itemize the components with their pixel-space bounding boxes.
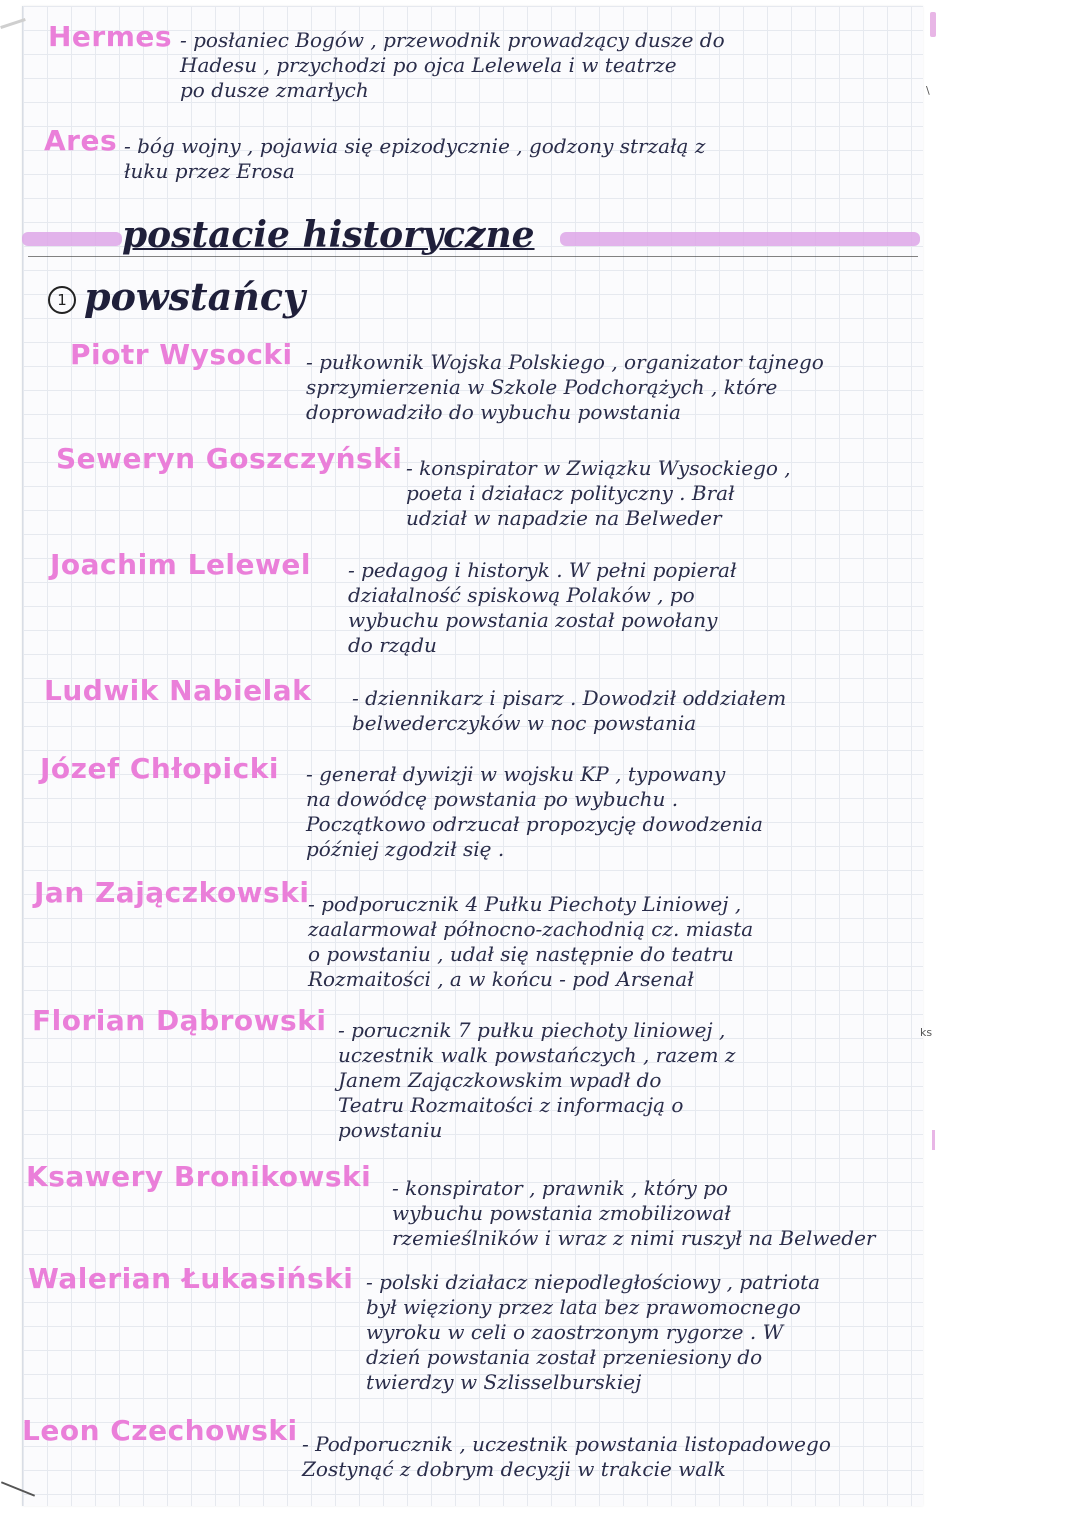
name-florian-dabrowski: Florian Dąbrowski <box>32 1004 327 1037</box>
desc-seweryn-goszczynski: - konspirator w Związku Wysockiego , poeta i działacz polityczny . Brał udział w napadzie na Belweder <box>406 456 791 530</box>
subsection-title: powstańcy <box>84 274 306 319</box>
name-seweryn-goszczynski: Seweryn Goszczyński <box>56 442 403 475</box>
section-title: postacie historyczne <box>122 214 535 256</box>
margin-highlight <box>932 1130 935 1150</box>
desc-ksawery-bronikowski: - konspirator , prawnik , który po wybuchu powstania zmobilizował rzemieślników i wraz z nimi ruszył na Belweder <box>392 1176 876 1250</box>
name-piotr-wysocki: Piotr Wysocki <box>70 338 293 371</box>
desc-hermes: - posłaniec Bogów , przewodnik prowadzący dusze do Hadesu , przychodzi po ojca Lelewela i w teatrze po dusze zmarłych <box>180 28 725 102</box>
name-jozef-chlopicki: Józef Chłopicki <box>40 752 279 785</box>
margin-mark: \ <box>926 84 930 97</box>
desc-piotr-wysocki: - pułkownik Wojska Polskiego , organizator tajnego sprzymierzenia w Szkole Podchorążych , które doprowadziło do wybuchu powstania <box>306 350 824 424</box>
desc-jan-zajaczkowski: - podporucznik 4 Pułku Piechoty Liniowej , zaalarmował północno-zachodnią cz. miasta o powstaniu , udał się następnie do teatru Rozmaitości , a w końcu - pod Arsenał <box>308 892 754 991</box>
subsection-number: 1 <box>48 286 76 314</box>
name-leon-czechowski: Leon Czechowski <box>22 1414 298 1447</box>
name-joachim-lelewel: Joachim Lelewel <box>50 548 311 581</box>
name-ludwik-nabielak: Ludwik Nabielak <box>44 674 312 707</box>
margin-highlight <box>930 12 936 37</box>
highlight-bar-left <box>22 232 122 246</box>
name-hermes: Hermes <box>48 20 173 53</box>
desc-florian-dabrowski: - porucznik 7 pułku piechoty liniowej , uczestnik walk powstańczych , razem z Janem Zajączkowskim wpadł do Teatru Rozmaitości z informacją o powstaniu <box>338 1018 736 1142</box>
desc-ares: - bóg wojny , pojawia się epizodycznie , godzony strzałą z łuku przez Erosa <box>124 134 706 183</box>
desc-leon-czechowski: - Podporucznik , uczestnik powstania listopadowego Zostynąć z dobrym decyzji w trakcie walk <box>302 1432 831 1481</box>
desc-jozef-chlopicki: - generał dywizji w wojsku KP , typowany na dowódcę powstania po wybuchu . Początkowo odrzucał propozycję dowodzenia później zgodził się . <box>306 762 763 861</box>
name-ares: Ares <box>44 124 118 157</box>
highlight-bar-right <box>560 232 920 246</box>
name-walerian-lukasinski: Walerian Łukasiński <box>28 1262 354 1295</box>
divider <box>28 256 918 257</box>
desc-walerian-lukasinski: - polski działacz niepodległościowy , patriota był więziony przez lata bez prawomocnego wyroku w celi o zaostrzonym rygorze . W dzień powstania został przeniesiony do twierdzy w Szlisselburskiej <box>366 1270 821 1394</box>
margin-mark: ks <box>920 1026 933 1039</box>
desc-ludwik-nabielak: - dziennikarz i pisarz . Dowodził oddziałem belwederczyków w noc powstania <box>352 686 787 735</box>
name-jan-zajaczkowski: Jan Zajączkowski <box>34 876 310 909</box>
desc-joachim-lelewel: - pedagog i historyk . W pełni popierał działalność spiskową Polaków , po wybuchu powstania został powołany do rządu <box>348 558 737 657</box>
name-ksawery-bronikowski: Ksawery Bronikowski <box>26 1160 372 1193</box>
